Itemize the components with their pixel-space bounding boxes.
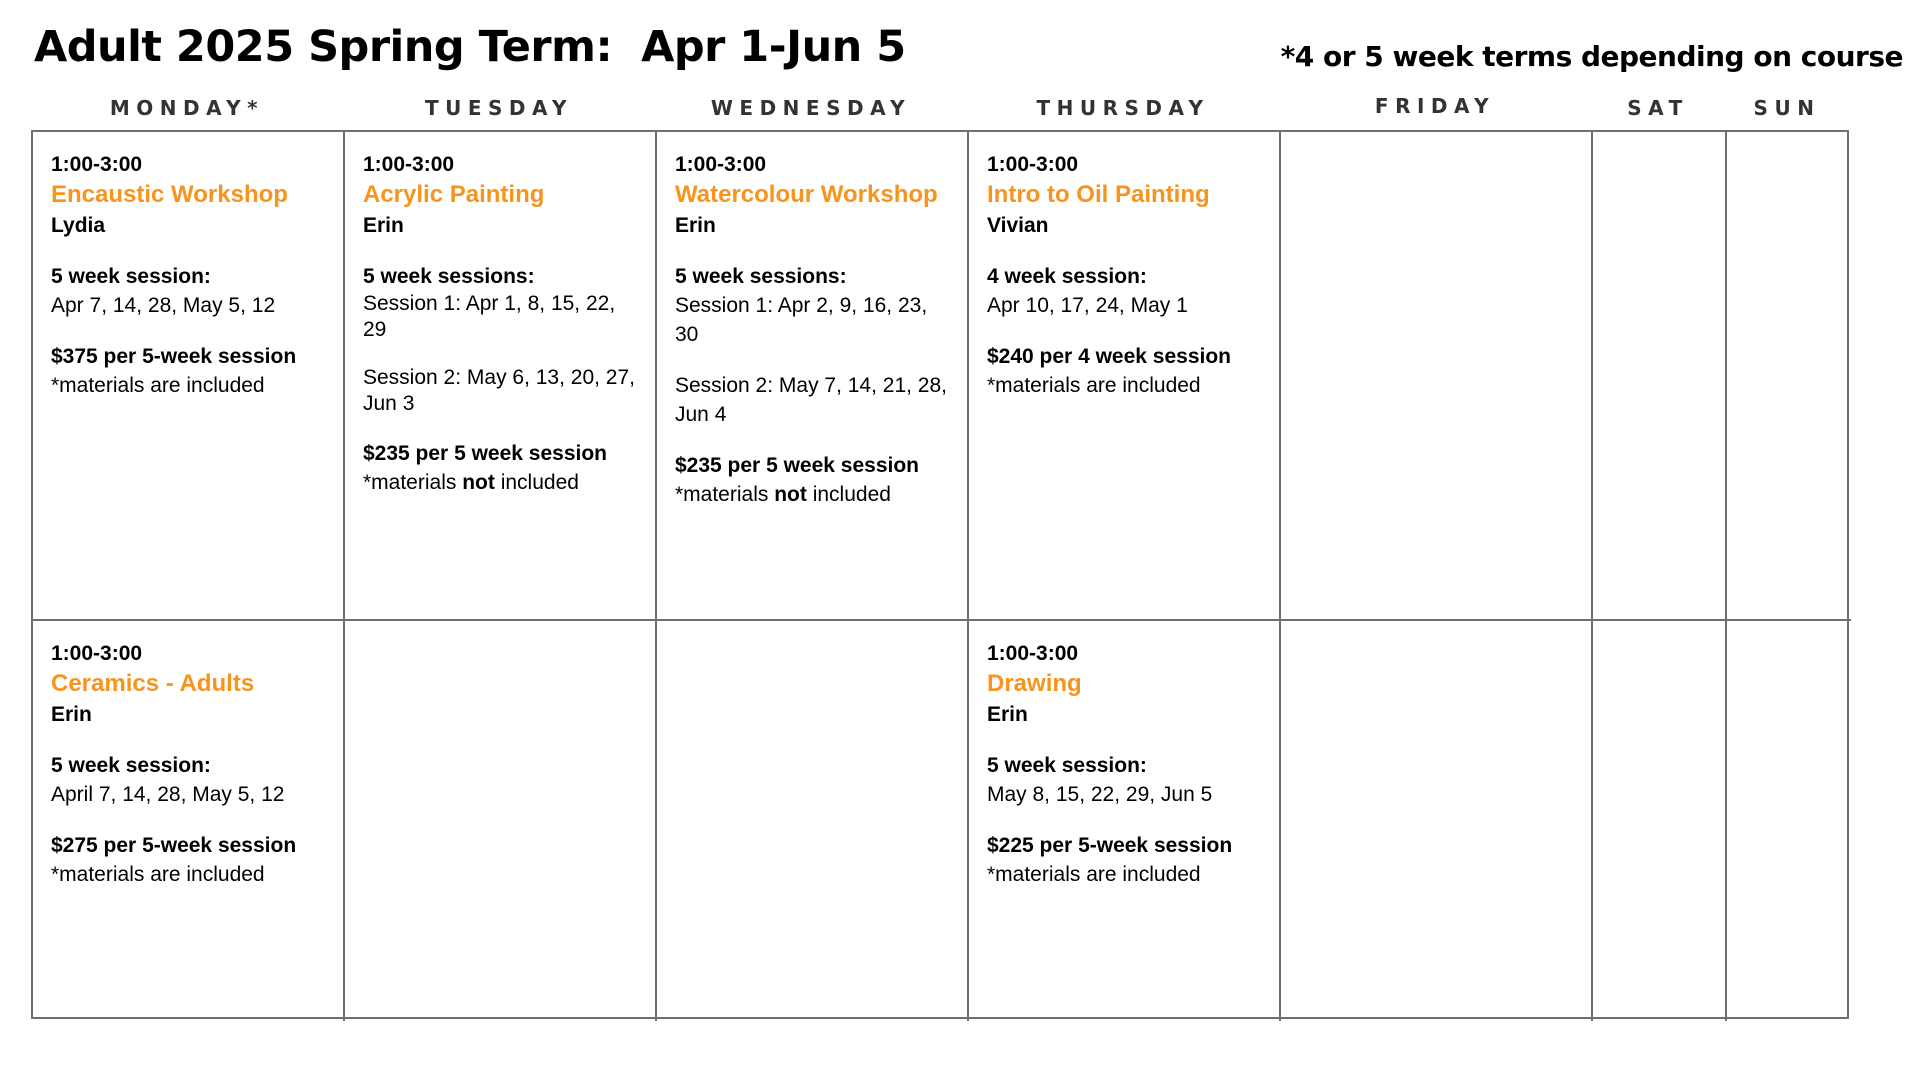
empty-cell-saturday-2 bbox=[1593, 621, 1727, 1021]
class-instructor: Erin bbox=[987, 703, 1028, 726]
class-card-acrylic-painting bbox=[345, 132, 657, 621]
page-title: Adult 2025 Spring Term: Apr 1-Jun 5 bbox=[34, 22, 906, 72]
class-price: $225 per 5-week session bbox=[987, 834, 1233, 857]
class-time: 1:00-3:00 bbox=[51, 642, 143, 665]
materials-note-post: included bbox=[494, 471, 579, 494]
empty-cell-saturday-1 bbox=[1593, 132, 1727, 621]
materials-note-not: not bbox=[774, 483, 807, 506]
session-1-dates: Session 1: Apr 1, 8, 15, 22, 29 bbox=[363, 292, 616, 341]
class-card-drawing bbox=[969, 621, 1281, 1021]
materials-note-not: not bbox=[462, 471, 495, 494]
day-header-friday: FRIDAY bbox=[1374, 94, 1496, 118]
class-title: Intro to Oil Painting bbox=[987, 181, 1210, 208]
class-price: $240 per 4 week session bbox=[987, 345, 1231, 368]
class-title: Drawing bbox=[987, 670, 1082, 697]
materials-note: *materials are included bbox=[51, 863, 265, 886]
session-label: 5 week session: bbox=[51, 265, 211, 288]
materials-note-pre: *materials bbox=[675, 483, 775, 506]
class-title: Watercolour Workshop bbox=[675, 181, 938, 208]
schedule-grid bbox=[31, 130, 1849, 1019]
class-price: $275 per 5-week session bbox=[51, 834, 297, 857]
class-time: 1:00-3:00 bbox=[675, 153, 767, 176]
empty-cell-sunday-1 bbox=[1727, 132, 1851, 621]
empty-cell-friday-1 bbox=[1281, 132, 1593, 621]
materials-note: *materials are included bbox=[51, 374, 265, 397]
class-card-watercolour-workshop bbox=[657, 132, 969, 621]
session-label: 5 week sessions: bbox=[363, 265, 535, 288]
materials-note bbox=[675, 480, 949, 509]
session-2-dates: Session 2: May 6, 13, 20, 27, Jun 3 bbox=[363, 366, 635, 415]
class-instructor: Erin bbox=[675, 214, 716, 237]
materials-note-post: included bbox=[806, 483, 891, 506]
day-header-row bbox=[31, 96, 1851, 122]
session-label: 5 week sessions: bbox=[675, 265, 847, 288]
day-header-sunday: SUN bbox=[1753, 96, 1821, 120]
materials-note bbox=[363, 468, 637, 497]
session-1-dates: Session 1: Apr 2, 9, 16, 23, 30 bbox=[675, 294, 928, 346]
empty-cell-tuesday-2 bbox=[345, 621, 657, 1021]
day-header-wednesday: WEDNESDAY bbox=[710, 96, 912, 120]
session-dates: Apr 7, 14, 28, May 5, 12 bbox=[51, 294, 276, 317]
materials-note: *materials are included bbox=[987, 374, 1201, 397]
empty-cell-sunday-2 bbox=[1727, 621, 1851, 1021]
class-title: Acrylic Painting bbox=[363, 181, 545, 208]
session-label: 5 week session: bbox=[51, 754, 211, 777]
day-header-tuesday: TUESDAY bbox=[424, 96, 574, 120]
materials-note: *materials are included bbox=[987, 863, 1201, 886]
session-2-dates: Session 2: May 7, 14, 21, 28, Jun 4 bbox=[675, 374, 947, 426]
empty-cell-friday-2 bbox=[1281, 621, 1593, 1021]
class-title: Ceramics - Adults bbox=[51, 670, 255, 697]
materials-note-pre: *materials bbox=[363, 471, 463, 494]
class-time: 1:00-3:00 bbox=[987, 153, 1079, 176]
class-instructor: Lydia bbox=[51, 214, 106, 237]
class-time: 1:00-3:00 bbox=[51, 153, 143, 176]
class-card-encaustic-workshop bbox=[33, 132, 345, 621]
class-instructor: Erin bbox=[363, 214, 404, 237]
class-time: 1:00-3:00 bbox=[363, 153, 455, 176]
class-title: Encaustic Workshop bbox=[51, 181, 288, 208]
day-header-saturday: SAT bbox=[1627, 96, 1689, 120]
term-length-note: *4 or 5 week terms depending on course bbox=[1280, 40, 1903, 73]
class-card-ceramics-adults bbox=[33, 621, 345, 1021]
day-header-monday: MONDAY* bbox=[109, 96, 265, 120]
class-price: $235 per 5 week session bbox=[363, 442, 607, 465]
session-label: 5 week session: bbox=[987, 754, 1147, 777]
class-card-intro-to-oil-painting bbox=[969, 132, 1281, 621]
class-price: $235 per 5 week session bbox=[675, 454, 919, 477]
day-header-thursday: THURSDAY bbox=[1036, 96, 1210, 120]
session-dates: April 7, 14, 28, May 5, 12 bbox=[51, 783, 285, 806]
class-instructor: Vivian bbox=[987, 214, 1049, 237]
session-dates: May 8, 15, 22, 29, Jun 5 bbox=[987, 783, 1213, 806]
class-instructor: Erin bbox=[51, 703, 92, 726]
empty-cell-wednesday-2 bbox=[657, 621, 969, 1021]
class-time: 1:00-3:00 bbox=[987, 642, 1079, 665]
class-price: $375 per 5-week session bbox=[51, 345, 297, 368]
session-dates: Apr 10, 17, 24, May 1 bbox=[987, 294, 1188, 317]
session-label: 4 week session: bbox=[987, 265, 1147, 288]
